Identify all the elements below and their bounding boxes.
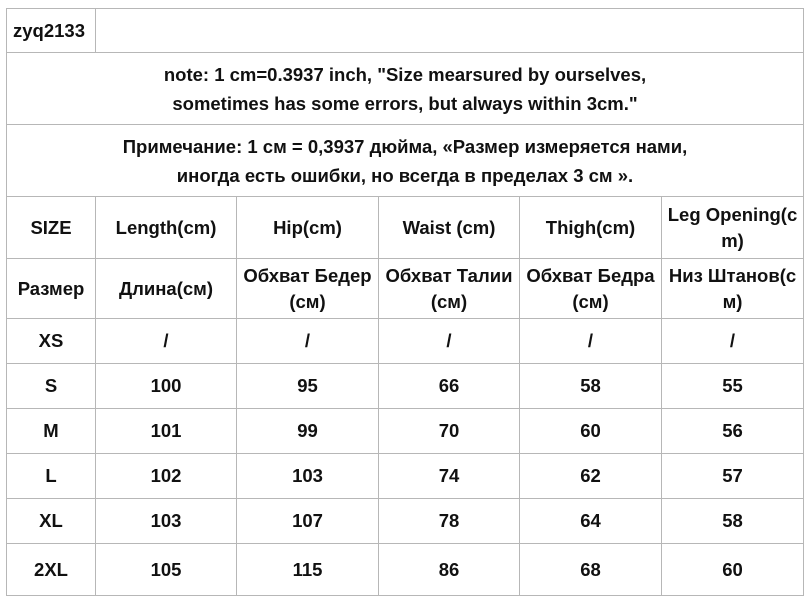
table-cell: / <box>520 319 662 364</box>
table-cell: 58 <box>662 499 803 544</box>
note-english <box>7 53 803 125</box>
size-label: L <box>7 454 96 499</box>
header-ru-3: Обхват Талии(см) <box>379 259 520 319</box>
table-cell: 68 <box>520 544 662 595</box>
table-cell: 74 <box>379 454 520 499</box>
size-label: 2XL <box>7 544 96 595</box>
size-label: XL <box>7 499 96 544</box>
table-cell: 56 <box>662 409 803 454</box>
table-cell: 58 <box>520 364 662 409</box>
size-label: XS <box>7 319 96 364</box>
product-code: zyq2133 <box>7 9 96 53</box>
table-cell: / <box>379 319 520 364</box>
table-cell: 103 <box>237 454 379 499</box>
table-cell: 57 <box>662 454 803 499</box>
table-cell: 105 <box>96 544 237 595</box>
table-cell: / <box>96 319 237 364</box>
note-english-line1: note: 1 cm=0.3937 inch, "Size mearsured by ourselves, <box>163 63 647 85</box>
table-cell: 103 <box>96 499 237 544</box>
header-en-3: Waist (cm) <box>379 197 520 259</box>
table-cell: 100 <box>96 364 237 409</box>
table-cell: 62 <box>520 454 662 499</box>
header-ru-0: Размер <box>7 259 96 319</box>
table-cell: 55 <box>662 364 803 409</box>
table-cell: 70 <box>379 409 520 454</box>
table-cell: 101 <box>96 409 237 454</box>
size-label: M <box>7 409 96 454</box>
empty-header-cell <box>96 9 803 53</box>
table-cell: 95 <box>237 364 379 409</box>
header-en-2: Hip(cm) <box>237 197 379 259</box>
header-en-4: Thigh(cm) <box>520 197 662 259</box>
size-label: S <box>7 364 96 409</box>
note-russian-line2: иногда есть ошибки, но всегда в пределах 3 см ». <box>176 164 634 186</box>
header-en-0: SIZE <box>7 197 96 259</box>
size-chart <box>6 8 804 596</box>
note-english-line2: sometimes has some errors, but always within 3cm." <box>172 92 638 114</box>
header-ru-1: Длина(см) <box>96 259 237 319</box>
table-cell: 78 <box>379 499 520 544</box>
table-cell: 64 <box>520 499 662 544</box>
header-ru-4: Обхват Бедра(см) <box>520 259 662 319</box>
note-russian-line1: Примечание: 1 см = 0,3937 дюйма, «Размер измеряется нами, <box>122 135 688 157</box>
header-en-5: Leg Opening(cm) <box>662 197 803 259</box>
table-cell: 115 <box>237 544 379 595</box>
header-ru-2: Обхват Бедер(см) <box>237 259 379 319</box>
note-russian <box>7 125 803 197</box>
table-cell: 60 <box>520 409 662 454</box>
table-cell: 102 <box>96 454 237 499</box>
table-cell: / <box>237 319 379 364</box>
table-cell: 99 <box>237 409 379 454</box>
table-cell: / <box>662 319 803 364</box>
header-en-1: Length(cm) <box>96 197 237 259</box>
table-cell: 60 <box>722 558 743 580</box>
table-cell: 107 <box>237 499 379 544</box>
table-cell: 66 <box>379 364 520 409</box>
header-ru-5: Низ Штанов(см) <box>662 259 803 319</box>
table-cell: 86 <box>379 544 520 595</box>
